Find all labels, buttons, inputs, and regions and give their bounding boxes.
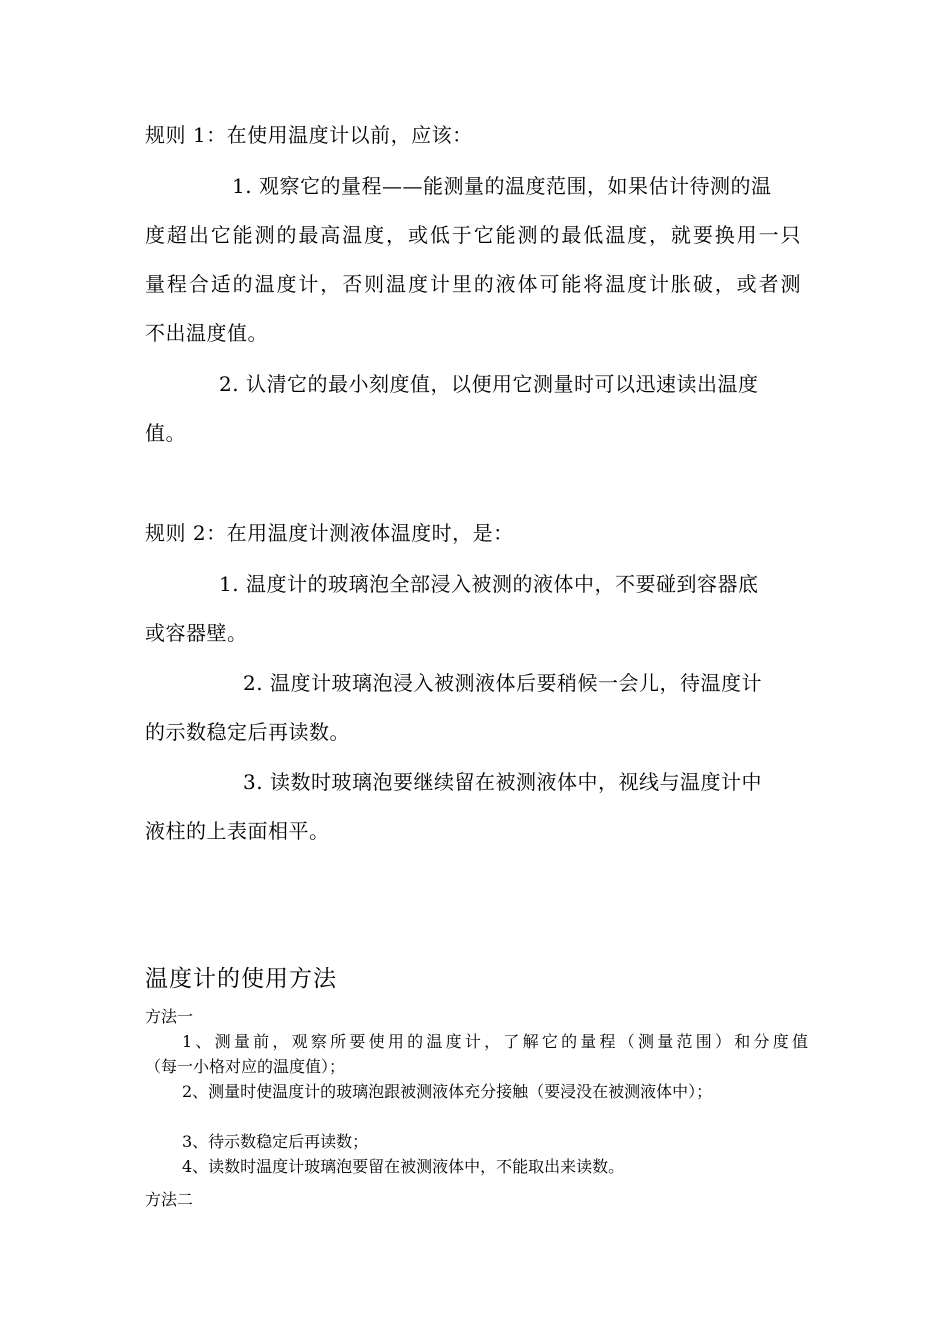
rule1-item1-line2: 度超出它能测的最高温度，或低于它能测的最低温度，就要换用一只: [145, 223, 801, 247]
usage-title: 温度计的使用方法: [145, 966, 337, 992]
rule2-item1-line2: 或容器壁。: [145, 621, 248, 645]
method1-line4: 3、待示数稳定后再读数；: [182, 1132, 369, 1151]
method1-label: 方法一: [145, 1007, 194, 1026]
rule1-item2-line2: 值。: [145, 421, 186, 445]
rule1-heading: 规则 1：在使用温度计以前，应该：: [145, 123, 473, 147]
method1-line5: 4、读数时温度计玻璃泡要留在被测液体中，不能取出来读数。: [182, 1157, 625, 1176]
method1-line2: （每一小格对应的温度值）；: [145, 1057, 346, 1076]
rule1-item1-line1: 1. 观察它的量程——能测量的温度范围，如果估计待测的温: [232, 174, 772, 198]
rule2-item1-line1: 1. 温度计的玻璃泡全部浸入被测的液体中，不要碰到容器底: [219, 572, 759, 596]
rule1-item1-line4: 不出温度值。: [145, 321, 268, 345]
rule2-item2-line2: 的示数稳定后再读数。: [145, 720, 350, 744]
rule2-item3-line1: 3. 读数时玻璃泡要继续留在被测液体中，视线与温度计中: [243, 770, 762, 794]
rule1-item1-line3: 量程合适的温度计，否则温度计里的液体可能将温度计胀破，或者测: [145, 272, 801, 296]
method2-label: 方法二: [145, 1190, 194, 1209]
rule2-item2-line1: 2. 温度计玻璃泡浸入被测液体后要稍候一会儿，待温度计: [243, 671, 762, 695]
rule2-heading: 规则 2：在用温度计测液体温度时，是：: [145, 521, 514, 545]
rule2-item3-line2: 液柱的上表面相平。: [145, 819, 330, 843]
method1-line3: 2、测量时使温度计的玻璃泡跟被测液体充分接触（要浸没在被测液体中）；: [182, 1082, 713, 1101]
method1-line1: 1、测量前，观察所要使用的温度计，了解它的量程（测量范围）和分度值: [182, 1032, 808, 1051]
rule1-item2-line1: 2. 认清它的最小刻度值，以便用它测量时可以迅速读出温度: [219, 372, 759, 396]
